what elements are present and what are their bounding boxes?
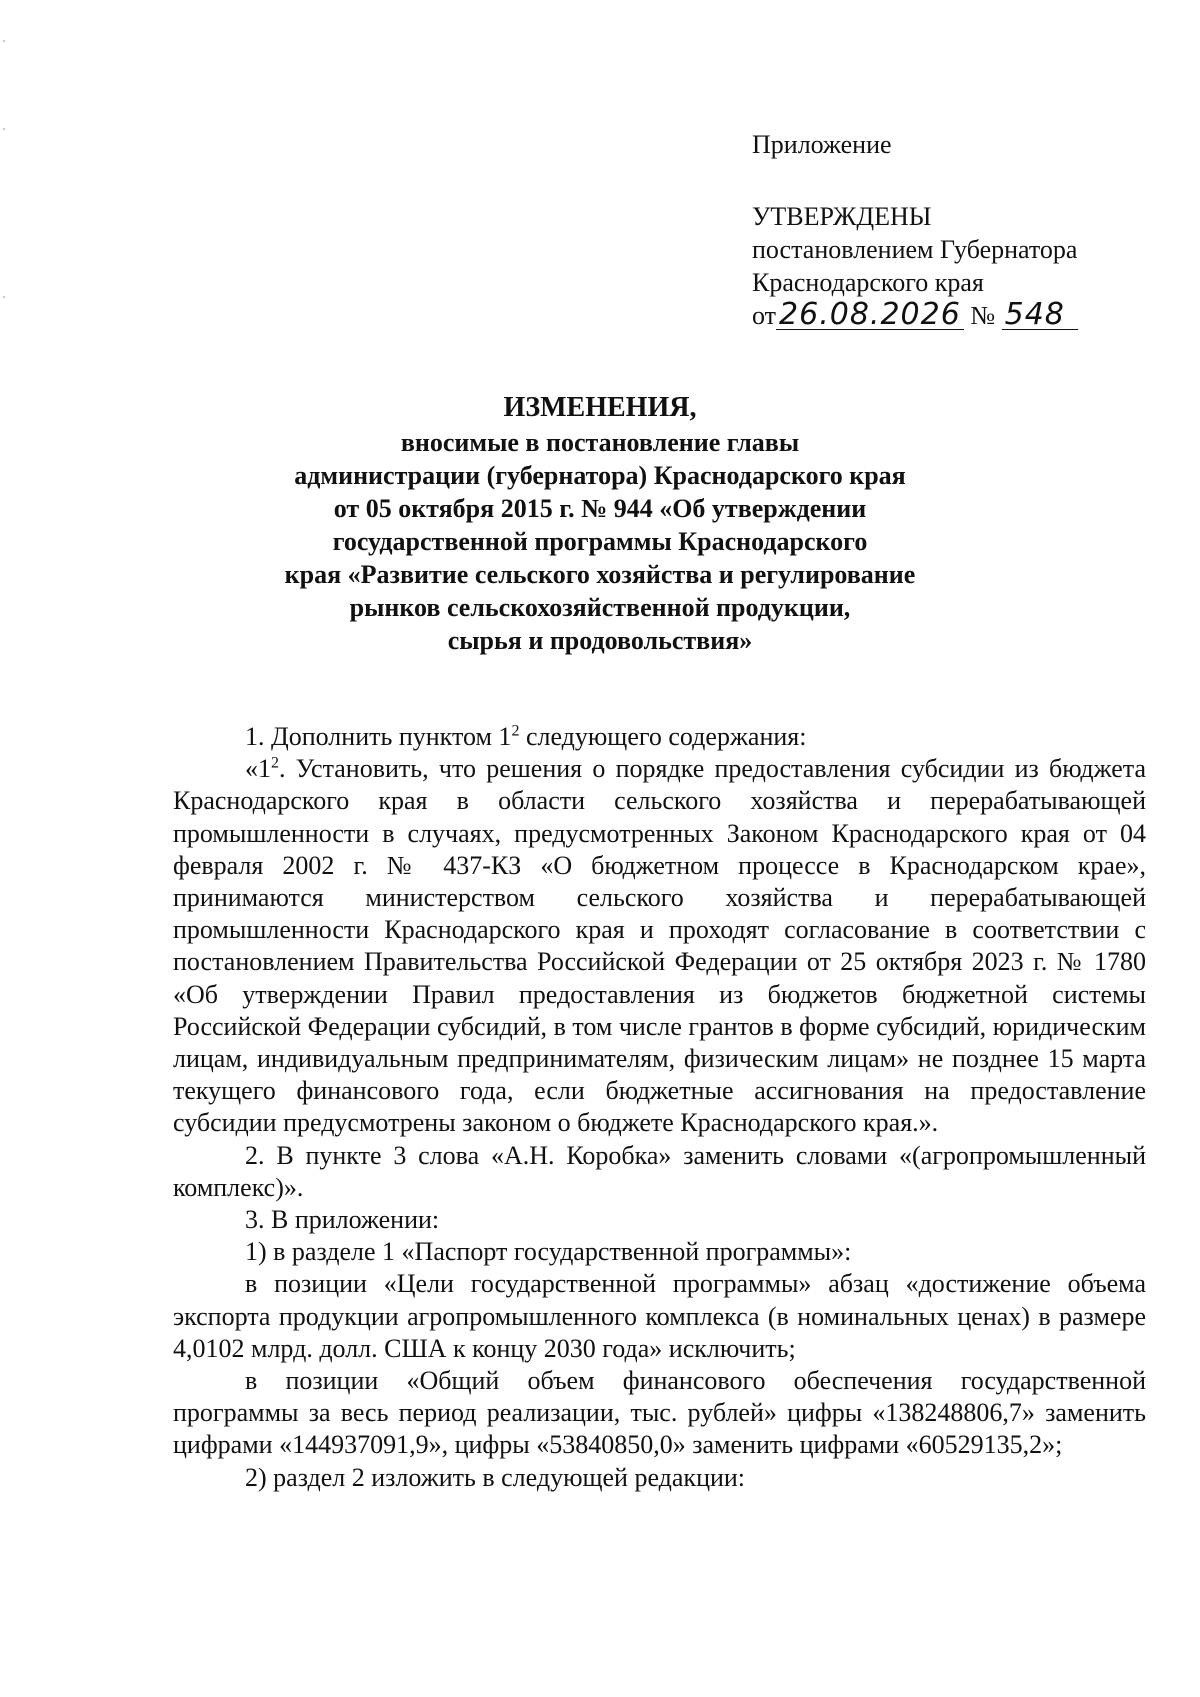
scan-speck — [3, 40, 5, 42]
paragraph-2 — [173, 753, 1146, 1139]
paragraph-5: 1) в разделе 1 «Паспорт государственной программы»: — [245, 1237, 852, 1267]
number-label: № — [970, 301, 996, 330]
appendix-label: Приложение — [752, 130, 892, 159]
paragraph-1 — [173, 721, 1146, 753]
title-line: сырья и продовольствия» — [447, 626, 753, 655]
document-title — [150, 391, 1050, 657]
paragraph-4: 3. В приложении: — [245, 1205, 440, 1235]
title-line: от 05 октября 2015 г. № 944 «Об утверждении — [333, 494, 867, 523]
title-line: администрации (губернатора) Краснодарского края — [294, 461, 906, 490]
superscript: 2 — [271, 754, 279, 772]
paragraph-text: 1. Дополнить пунктом 1 — [245, 722, 512, 751]
document-body — [173, 721, 1146, 1494]
paragraph-6: в позиции «Цели государственной программы» абзац «достижение объема экспорта продукции агропромышленного комплекса (в номинальных ценах) в размере 4,0102 млрд. долл. США к концу 2030 года» исключить; — [173, 1269, 1146, 1363]
approval-block — [752, 128, 1078, 332]
approval-line-1: постановлением Губернатора — [752, 235, 1078, 264]
paragraph-text: . Установить, что решения о порядке предоставления субсидии из бюджета Краснодарского края в области сельского хозяйства и перерабатывающей промышленности в случаях, предусмотренных Законом Краснодарского края от 04 февраля 2002 г. № 437-КЗ «О бюджетном процессе в Краснодарском крае», принимаются министерством сельского хозяйства и перерабатывающей промышленности Краснодарского края и проходят согласование в соответствии с постановлением Правительства Российской Федерации от 25 октября 2023 г. № 1780 «Об утверждении Правил предоставления из бюджетов бюджетной системы Российской Федерации субсидий, в том числе грантов в форме субсидий, юридическим лицам, индивидуальным предпринимателям, физическим лицам» не позднее 15 марта текущего финансового года, если бюджетные ассигнования на предоставление субсидии предусмотрены законом о бюджете Краснодарского края.». — [173, 754, 1146, 1138]
paragraph-7: в позиции «Общий объем финансового обеспечения государственной программы за весь период реализации, тыс. рублей» цифры «138248806,7» заменить цифрами «144937091,9», цифры «53840850,0» заменить цифрами «60529135,2»; — [173, 1366, 1146, 1460]
paragraph-8: 2) раздел 2 изложить в следующей редакции: — [245, 1462, 746, 1492]
from-label: от — [752, 301, 777, 330]
superscript: 2 — [511, 722, 520, 740]
handwritten-number: 548 — [1002, 301, 1078, 330]
title-line: рынков сельскохозяйственной продукции, — [349, 593, 851, 622]
paragraph-3: 2. В пункте 3 слова «А.Н. Коробка» заменить словами «(агропромышленный комплекс)». — [173, 1140, 1146, 1202]
paragraph-text: следующего содержания: — [519, 722, 807, 751]
title-line: вносимые в постановление главы — [400, 428, 800, 457]
scan-speck — [3, 296, 5, 298]
paragraph-text: «1 — [245, 754, 271, 784]
title-line: края «Развитие сельского хозяйства и регулирование — [284, 560, 916, 589]
handwritten-date: 26.08.2026 — [776, 301, 964, 330]
approval-date-line — [752, 299, 1078, 332]
title-main: ИЗМЕНЕНИЯ, — [503, 392, 697, 423]
title-line: государственной программы Краснодарского — [332, 527, 868, 556]
scan-speck — [3, 128, 5, 130]
approved-label: УТВЕРЖДЕНЫ — [752, 202, 932, 231]
approval-line-2: Краснодарского края — [752, 268, 984, 297]
